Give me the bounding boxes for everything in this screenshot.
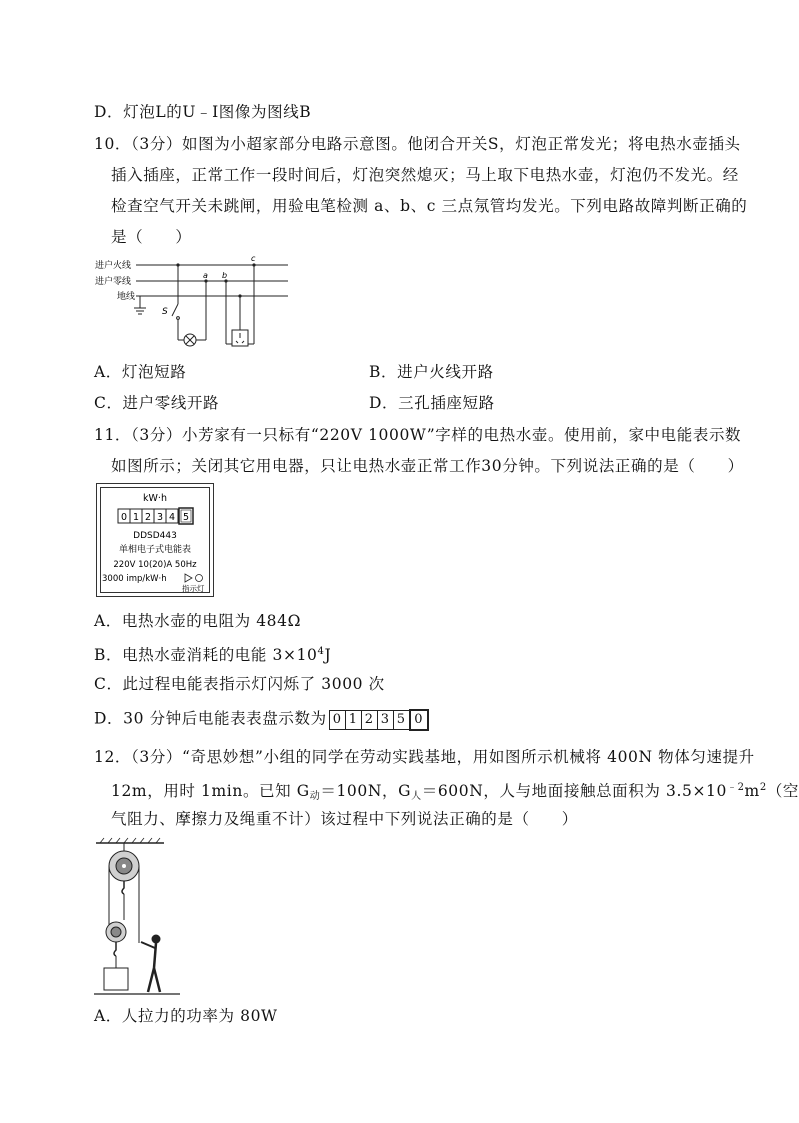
meter-model: DDSD443 bbox=[133, 531, 177, 541]
live-wire-label: 进户火线 bbox=[95, 261, 132, 271]
q11-option-b-exponent: 4 bbox=[317, 646, 325, 657]
meter-imp: 3000 imp/kW·h bbox=[102, 574, 167, 584]
q11-option-b-text: B．电热水壶消耗的电能 3×10 bbox=[94, 646, 318, 664]
meter-digit-6: 5 bbox=[182, 512, 190, 523]
digit: 1 bbox=[345, 710, 362, 730]
q12-text: ＝100N，G bbox=[320, 782, 412, 800]
q11-stem-line-2: 如图所示；关闭其它用电器，只让电热水壶正常工作30分钟。下列说法正确的是（ ） bbox=[111, 457, 744, 475]
q10-option-d[interactable]: D．三孔插座短路 bbox=[369, 394, 495, 412]
q12-text: 12m，用时 1min。已知 G bbox=[111, 782, 310, 800]
switch-label: S bbox=[162, 307, 168, 317]
q10-option-c[interactable]: C．进户零线开路 bbox=[94, 394, 220, 412]
q11-option-d[interactable] bbox=[94, 708, 428, 731]
digit: 0 bbox=[409, 709, 429, 731]
q12-text: ＝600N，人与地面接触总面积为 3.5×10 bbox=[421, 782, 727, 800]
q10-stem-line-2: 插入插座，正常工作一段时间后，灯泡突然熄灭；马上取下电热水壶，灯泡仍不发光。经 bbox=[111, 166, 739, 184]
ground-wire-label: 地线 bbox=[117, 292, 136, 302]
q11-option-b[interactable] bbox=[94, 642, 331, 665]
q11-stem-line-1: 11．（3分）小芳家有一只标有“220V 1000W”字样的电热水壶。使用前，家中电能表示数 bbox=[94, 426, 742, 444]
point-a-label: a bbox=[203, 271, 208, 280]
digit: 2 bbox=[361, 710, 378, 730]
meter-digit-4: 3 bbox=[156, 512, 164, 523]
neutral-wire-label: 进户零线 bbox=[95, 277, 132, 287]
point-c-label: c bbox=[251, 254, 256, 263]
q10-stem-line-3: 检查空气开关未跳闸，用验电笔检测 a、b、c 三点氖管均发光。下列电路故障判断正确的 bbox=[111, 197, 748, 215]
q10-option-b[interactable]: B．进户火线开路 bbox=[369, 363, 494, 381]
q12-exponent: 2 bbox=[759, 782, 767, 793]
meter-digit-2: 1 bbox=[132, 512, 140, 523]
q12-pulley-diagram bbox=[94, 838, 184, 998]
q12-text: m bbox=[744, 782, 760, 800]
q12-text: （空 bbox=[766, 782, 799, 800]
q11-option-b-unit: J bbox=[324, 646, 332, 664]
q12-subscript: 动 bbox=[309, 791, 321, 802]
q11-option-d-text: D．30 分钟后电能表表盘示数为 bbox=[94, 709, 327, 728]
q12-exponent: ﹣2 bbox=[726, 782, 745, 793]
q10-circuit-diagram bbox=[92, 252, 292, 352]
q11-energy-meter bbox=[96, 483, 214, 597]
point-b-label: b bbox=[222, 271, 228, 280]
meter-digit-5: 4 bbox=[168, 512, 176, 523]
q12-stem-line-2 bbox=[111, 778, 799, 807]
q10-stem-line-1: 10．（3分）如图为小超家部分电路示意图。他闭合开关S，灯泡正常发光；将电热水壶插头 bbox=[94, 135, 741, 153]
meter-unit: kW·h bbox=[143, 493, 167, 504]
q11-option-a[interactable]: A．电热水壶的电阻为 484Ω bbox=[94, 612, 302, 630]
q11-option-c[interactable]: C．此过程电能表指示灯闪烁了 3000 次 bbox=[94, 675, 385, 693]
q12-stem-line-1: 12．（3分）“奇思妙想”小组的同学在劳动实践基地，用如图所示机械将 400N 物体匀速提升 bbox=[94, 748, 755, 766]
digit: 3 bbox=[377, 710, 394, 730]
meter-name: 单相电子式电能表 bbox=[118, 545, 192, 555]
q11-option-d-digit-box bbox=[329, 708, 428, 731]
q12-option-a[interactable]: A．人拉力的功率为 80W bbox=[94, 1007, 278, 1025]
digit: 5 bbox=[393, 710, 410, 730]
meter-indicator-label: 指示灯 bbox=[182, 584, 205, 593]
q10-option-a[interactable]: A．灯泡短路 bbox=[94, 363, 187, 381]
meter-digit-1: 0 bbox=[120, 512, 128, 523]
meter-rating: 220V 10(20)A 50Hz bbox=[113, 560, 197, 570]
q12-stem-line-3: 气阻力、摩擦力及绳重不计）该过程中下列说法正确的是（ ） bbox=[111, 810, 578, 828]
q9-option-d: D．灯泡L的U﹣I图像为图线B bbox=[94, 103, 312, 121]
q12-subscript: 人 bbox=[411, 791, 422, 802]
digit: 0 bbox=[329, 710, 346, 730]
meter-digit-3: 2 bbox=[144, 512, 152, 523]
q10-stem-line-4: 是（ ） bbox=[111, 228, 192, 246]
